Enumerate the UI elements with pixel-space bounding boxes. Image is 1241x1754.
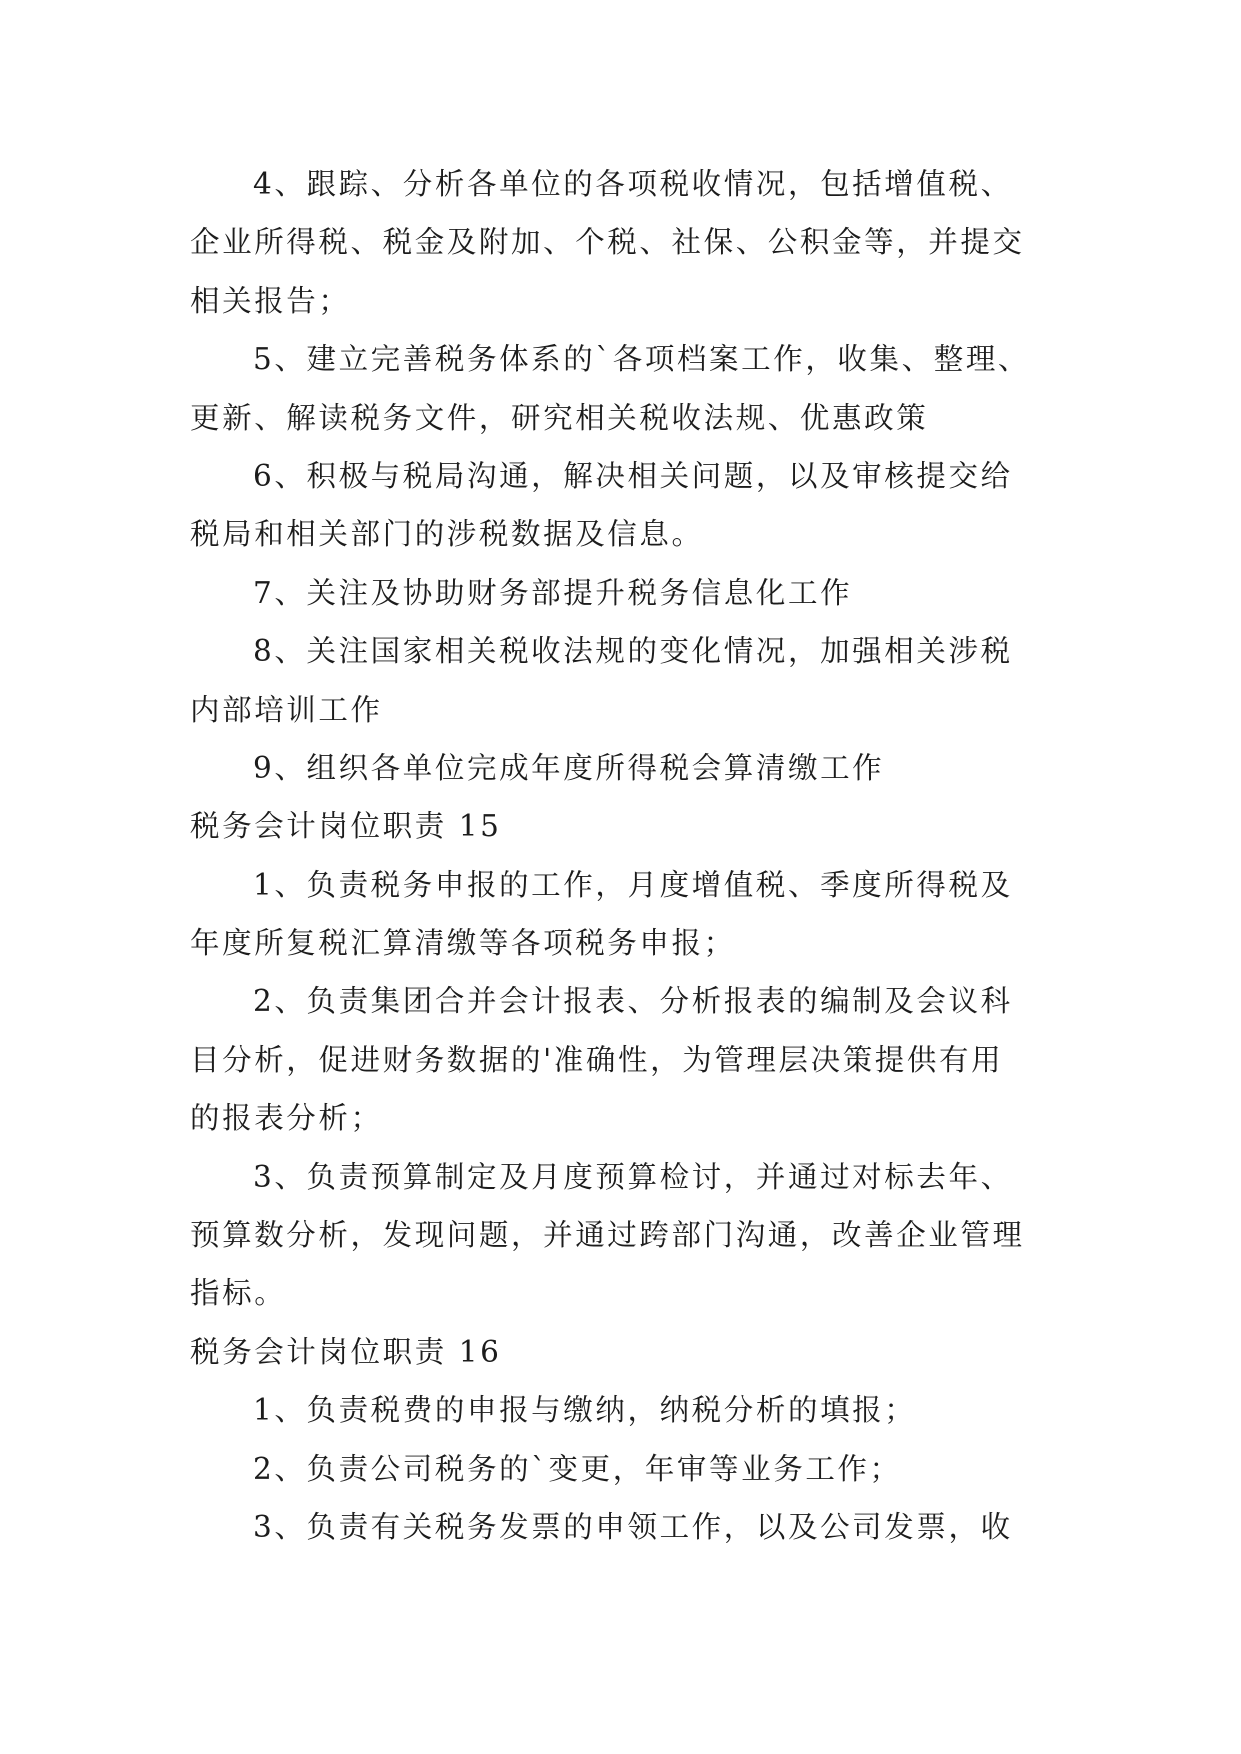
text-line: 4、跟踪、分析各单位的各项税收情况，包括增值税、 [253, 167, 1013, 201]
text-line: 年度所复税汇算清缴等各项税务申报； [190, 926, 736, 961]
text-line: 6、积极与税局沟通，解决相关问题，以及审核提交给 [253, 458, 1013, 493]
text-line: 更新、解读税务文件，研究相关税收法规、优惠政策 [190, 400, 929, 435]
text-line: 1、负责税务申报的工作，月度增值税、季度所得税及 [253, 867, 1013, 902]
text-line: 7、关注及协助财务部提升税务信息化工作 [253, 575, 853, 610]
text-line: 内部培训工作 [190, 692, 383, 727]
text-line: 税局和相关部门的涉税数据及信息。 [190, 517, 704, 552]
text-line: 9、组织各单位完成年度所得税会算清缴工作 [253, 750, 885, 785]
text-line: 2、负责集团合并会计报表、分析报表的编制及会议科 [253, 984, 1013, 1019]
text-line: 8、关注国家相关税收法规的变化情况，加强相关涉税 [253, 634, 1013, 669]
text-line: 的报表分析； [190, 1101, 383, 1136]
section-heading: 税务会计岗位职责 15 [190, 809, 502, 844]
text-line: 企业所得税、税金及附加、个税、社保、公积金等，并提交 [190, 225, 1025, 260]
document-body [190, 155, 1070, 1556]
section-heading: 税务会计岗位职责 16 [190, 1334, 502, 1369]
text-line: 1、负责税费的申报与缴纳，纳税分析的填报； [253, 1393, 917, 1428]
text-line: 2、负责公司税务的`变更，年审等业务工作； [253, 1451, 902, 1486]
text-line: 指标。 [190, 1276, 287, 1311]
text-line: 3、负责预算制定及月度预算检讨，并通过对标去年、 [253, 1159, 1013, 1194]
text-line: 5、建立完善税务体系的`各项档案工作，收集、整理、 [253, 342, 1031, 377]
text-line: 相关报告； [190, 283, 351, 318]
text-line: 预算数分析，发现问题，并通过跨部门沟通，改善企业管理 [190, 1218, 1025, 1253]
text-line: 3、负责有关税务发票的申领工作，以及公司发票，收 [253, 1509, 1013, 1544]
text-line: 目分析，促进财务数据的'准确性，为管理层决策提供有用 [190, 1042, 1004, 1077]
